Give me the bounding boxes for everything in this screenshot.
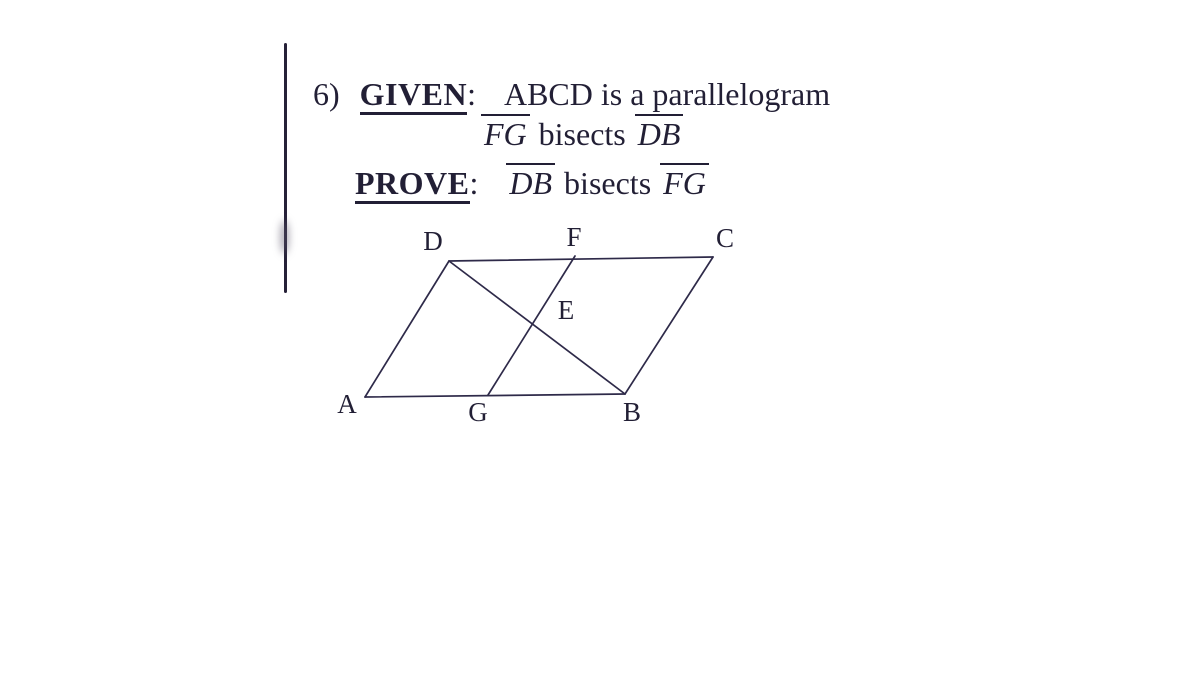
- prove-label: PROVE: [355, 165, 470, 204]
- segment-db-term: DB: [635, 114, 684, 150]
- vertex-label-f: F: [566, 222, 582, 252]
- segment-db-term: DB: [506, 163, 555, 199]
- edge-DB: [449, 261, 625, 394]
- vertex-label-d: D: [423, 226, 443, 256]
- vertex-label-c: C: [715, 223, 735, 253]
- segment-fg-term: FG: [481, 114, 530, 150]
- segment-fg-term: FG: [660, 163, 709, 199]
- edge-FG: [488, 256, 575, 395]
- vertex-label-e: E: [557, 295, 575, 325]
- given-verb: bisects: [538, 116, 626, 152]
- edge-AD: [365, 261, 449, 397]
- given-colon: :: [467, 76, 476, 112]
- vertex-label-a: A: [337, 389, 357, 419]
- problem-number: 6): [313, 76, 340, 112]
- edge-AB: [365, 394, 625, 397]
- prove-verb: bisects: [564, 165, 652, 201]
- prove-colon: :: [469, 165, 479, 201]
- vertex-label-g: G: [468, 397, 488, 427]
- edge-DC: [449, 257, 713, 261]
- vertex-label-b: B: [622, 397, 642, 427]
- edge-BC: [625, 257, 713, 394]
- given-label: GIVEN: [360, 76, 467, 115]
- given-statement-1: ABCD is a parallelogram: [503, 76, 831, 112]
